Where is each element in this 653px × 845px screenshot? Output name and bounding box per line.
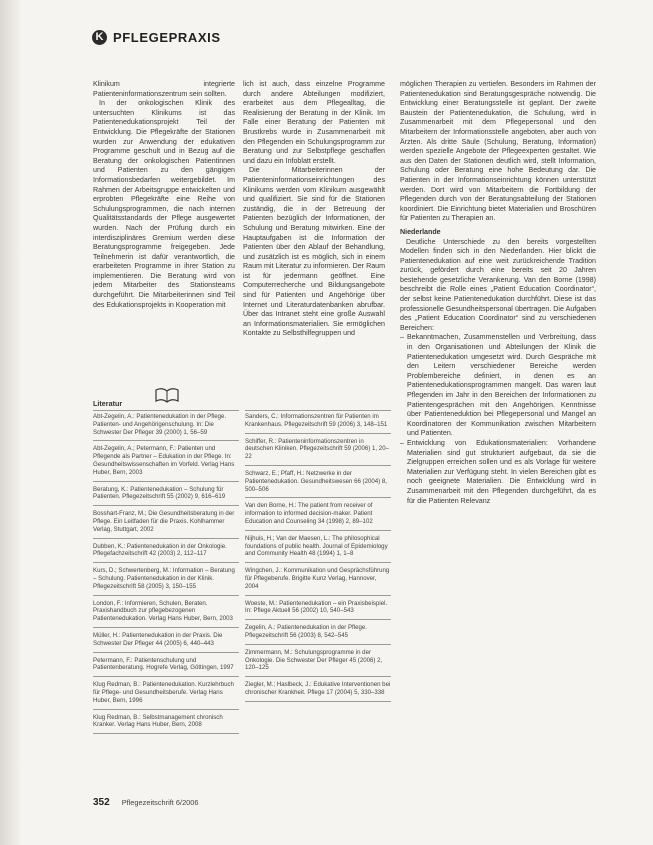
reference-item: Nijhuis, H.; Van der Maesen, L.: The philosophical foundations of public health. Journal of Epidemiology and Community Health 48 (1994) 1, 1–8 [245,533,391,563]
reference-item: Beratung, K.: Patientenedukation – Schulung für Patienten. Pflegezeitschrift 55 (2002) 9, 616–619 [93,484,239,507]
bullet-list [400,333,596,506]
bullet-item: – Bekanntmachen, Zusammenstellen und Verbreitung, dass in den Organisationen und Abteilungen der Klinik die Patientenedukation umgesetzt wird. Durch Gespräche mit den Leitern verschiedener Bereiche werden Problembereiche definiert, in denen es an Patientenedukationsprogrammen mangelt. Das waren laut Pflegenden im Jahr in den Bereichen der Informationen zu Patientengesprächen mit den Angehörigen. Kenntnisse über Patienteneduktion bei Pflegepersonal und Mangel an Koordinatoren der Kommunikation zwischen Mitarbeitern und Patienten. [400,333,596,439]
reference-item: Klug Redman, B.: Selbstmanagement chronisch Kranker. Verlag Hans Huber, Bern, 2008 [93,712,239,735]
column-2-paragraph: lich ist auch, dass einzelne Programme durch andere Abteilungen modifiziert, erarbeitet aus dem Pflegealltag, die Realisierung der Beratung in der Klinik. Im Falle einer Beratung der Patienten mit Brustkrebs wurde in Zusammenarbeit mit den Pflegenden ein Schulungsprogramm zur Beratung und zur Selbstpflege geschaffen und dazu ein Infoblatt erstellt. [243,80,385,165]
article-column-3 [400,80,596,800]
reference-item: Schwarz, E.; Pfaff, H.: Netzwerke in der Patientenedukation. Gesundheitswesen 66 (2004) 8, 500–506 [245,468,391,498]
column-3-paragraph: Deutliche Unterschiede zu den bereits vorgestellten Modellen finden sich in den Niederlanden. Hier blickt die Patientenedukation auf eine weit zurückreichende Tradition zurück, gefördert durch eine bereits seit 20 Jahren bestehende gesetzliche Verankerung. Van den Borne (1998) beschreibt die Rolle eines „Patient Education Coordinator“, der selbst keine Patientenedukation durchführt. Diese ist das professionelle Gesundheitspersonal übertragen. Die Aufgaben des „Patient Education Coordinator“ sind zu verschiedenen Bereichen: [400,237,596,332]
column-1-paragraph: Klinikum integrierte Patienteninformationszentrum sein sollten. [93,80,235,98]
bullet-item: – Entwicklung von Edukationsmaterialien: Vorhandene Materialien sind gut strukturiert aufgebaut, da sie die Zielgruppen erreichen sollen und es als Vorlage für weitere Materialien zur Verfügung steht. In vielen Bereichen gibt es noch geeignete Materialien. Die Entwicklung wird in Zusammenarbeit mit den Pflegenden durchgeführt, da es für die Patienten Relevanz [400,439,596,506]
reference-item: Wingchen, J.: Kommunikation und Gesprächsführung für Pflegeberufe. Brigitte Kunz Verlag, Hannover, 2004 [245,565,391,595]
article-column-1 [93,80,235,380]
reference-item: Zimmermann, M.: Schulungsprogramme in der Onkologie. Die Schwester Der Pfleger 45 (2006) 2, 120–125 [245,647,391,677]
reference-item: Klug Redman, B.: Patientenedukation. Kurzlehrbuch für Pflege- und Gesundheitsberufe. Verlag Hans Huber, Bern, 1996 [93,679,239,709]
page-gutter-shadow [0,0,22,845]
reference-item: Kurs, D.; Schwertenberg, M.: Information – Beratung – Schulung. Patientenedukation in der Klinik. Pflegezeitschrift 58 (2005) 3, 150–155 [93,565,239,595]
page-number: 352 [93,797,110,808]
reference-item: Schiffer, R.: Patienteninformationszentren in deutschen Kliniken. Pflegezeitschrift 59 (2006) 1, 20–22 [245,436,391,466]
reference-item: Abt-Zegelin, A.: Patientenedukation in der Pflege. Patienten- und Angehörigenschulung. In: Die Schwester Der Pfleger 39 (2000) 1, 56–59 [93,410,239,441]
article-column-2 [243,80,385,380]
reference-item: Woeste, M.: Patientenedukation – ein Praxisbeispiel. In: Pflege Aktuell 56 (2002) 10, 540–543 [245,598,391,621]
page-footer [93,797,199,808]
section-logo-icon: K [92,30,107,45]
reference-item: Dubben, K.: Patientenedukation in der Onkologie. Pflegefachzeitschrift 42 (2003) 2, 112–117 [93,541,239,564]
open-book-icon [154,386,180,404]
reference-item: Sanders, C.: Informationszentren für Patienten im Krankenhaus. Pflegezeitschrift 59 (2006) 3, 148–151 [245,410,391,434]
section-title: PFLEGEPRAXIS [113,29,221,45]
reference-item: Ziegler, M.; Haslbeck, J.: Edukative Interventionen bei chronischer Krankheit. Pflege 17 (2004) 5, 330–338 [245,679,391,702]
reference-item: London, F.: Informieren, Schulen, Beraten. Praxishandbuch zur pflegebezogenen Patientenedukation. Verlag Hans Huber, Bern, 2003 [93,598,239,628]
reference-list-left [93,410,239,736]
reference-item: Bosshart-Franz, M.; Die Gesundheitsberatung in der Pflege. Ein Leitfaden für die Praxis. Kohlhammer Verlag, Stuttgart, 2002 [93,508,239,538]
reference-item: Zegelin, A.: Patientenedukation in der Pflege. Pflegezeitschrift 56 (2003) 8, 542–545 [245,622,391,645]
column-2-paragraph: Die Mitarbeiterinnen der Patienteninformationseinrichtungen des Klinikums werden vom Klinikum ausgewählt und qualifiziert. Sie sind für die Stationen zuständig, die in der Betreuung der Patienten bezüglich der Informationen, der Schulung und Beratung mitwirken. Eine der Hauptaufgaben ist die Information der Patienten über den Ablauf der Behandlung, und zusätzlich ist es möglich, sich in einem Raum mit Literatur zu informieren. Der Raum ist für jedermann geöffnet. Eine Computerrecherche und Bildungsangebote sind für Patienten und Angehörige über Internet und Literaturdatenbanken abrufbar. Über das Intranet steht eine große Auswahl an Informationsmaterialien. Sie ermöglichen Kontakte zu Selbsthilfegruppen und [243,166,385,338]
subheading-niederlande: Niederlande [400,227,441,236]
column-3-paragraph: möglichen Therapien zu vertiefen. Besonders im Rahmen der Patientenedukation sind Beratungsgespräche notwendig. Die Entwicklung einer Beratungsstelle ist geplant. Der zweite Baustein der Patientenedukation, die Schulung, wird in Zusammenarbeit mit dem Pflegepersonal und den Mitarbeitern der Informationsstelle angeboten, aber auch von Ärzten. Als dritte Säule (Schulung, Beratung, Information) werden spezielle Angebote der Pflegeexperten gestaltet. Wie aus den Daten der Stationen deutlich wird, stellt Information, Schulung oder Beratung eine hohe Bedeutung dar. Die Patienten in der Informationseinrichtung können unterstützt werden. Dort wird von Mitarbeitern die Fortbildung der Pflegenden durch von der Beratungsabteilung der Stationen koordiniert. Die Einrichtung bietet Materialien und Broschüren für Patienten zu Therapien an. [400,80,596,223]
section-header [92,28,221,46]
journal-name: Pflegezeitschrift 6/2006 [121,798,199,807]
reference-item: Van den Borne, H.: The patient from receiver of information to informed decision-maker. Patient Education and Counseling 34 (1998) 2, 89–102 [245,500,391,530]
literature-heading: Literatur [93,399,123,408]
column-1-paragraph: In der onkologischen Klinik des untersuchten Klinikums ist das Patientenedukationsprojekt Teil der Entwicklung. Die Pflegekräfte der Stationen wurden zur Anwendung der edukativen Programme geschult und in Bezug auf die Beratung der onkologischen Patientinnen und Patienten zu den gängigen Informationsbedarfen weitergebildet. Im Rahmen der Arbeitsgruppe entwickelten und erprobten Pflegekräfte eine Reihe von Schulungsprogrammen, die nach internen Qualitätsstandards der Pflege ausgewertet wurden. Nach der Prüfung durch ein interdisziplinäres Gremium werden diese Beratungsprogramme freigegeben. Jede Teilnehmerin ist dafür verantwortlich, die erarbeiteten Programme in ihrer Station zu implementieren. Die Beratung wird von jedem Mitarbeiter des Stationsteams durchgeführt. Die Mitarbeiterinnen sind Teil des Edukationsprojekts in Kooperation mit [93,99,235,309]
reference-item: Petermann, F.: Patientenschulung und Patientenberatung. Hogrefe Verlag, Göttingen, 1997 [93,655,239,678]
reference-item: Abt-Zegelin, A.; Petermann, F.: Patienten und Pflegende als Partner – Edukation in der Pflege. In: Gesundheitswissenschaften im Vorfeld. Verlag Hans Huber, Bern, 2003 [93,443,239,481]
reference-list-right [245,410,391,704]
reference-item: Müller, H.: Patientenedukation in der Praxis. Die Schwester Der Pfleger 44 (2005) 6, 440–443 [93,630,239,653]
